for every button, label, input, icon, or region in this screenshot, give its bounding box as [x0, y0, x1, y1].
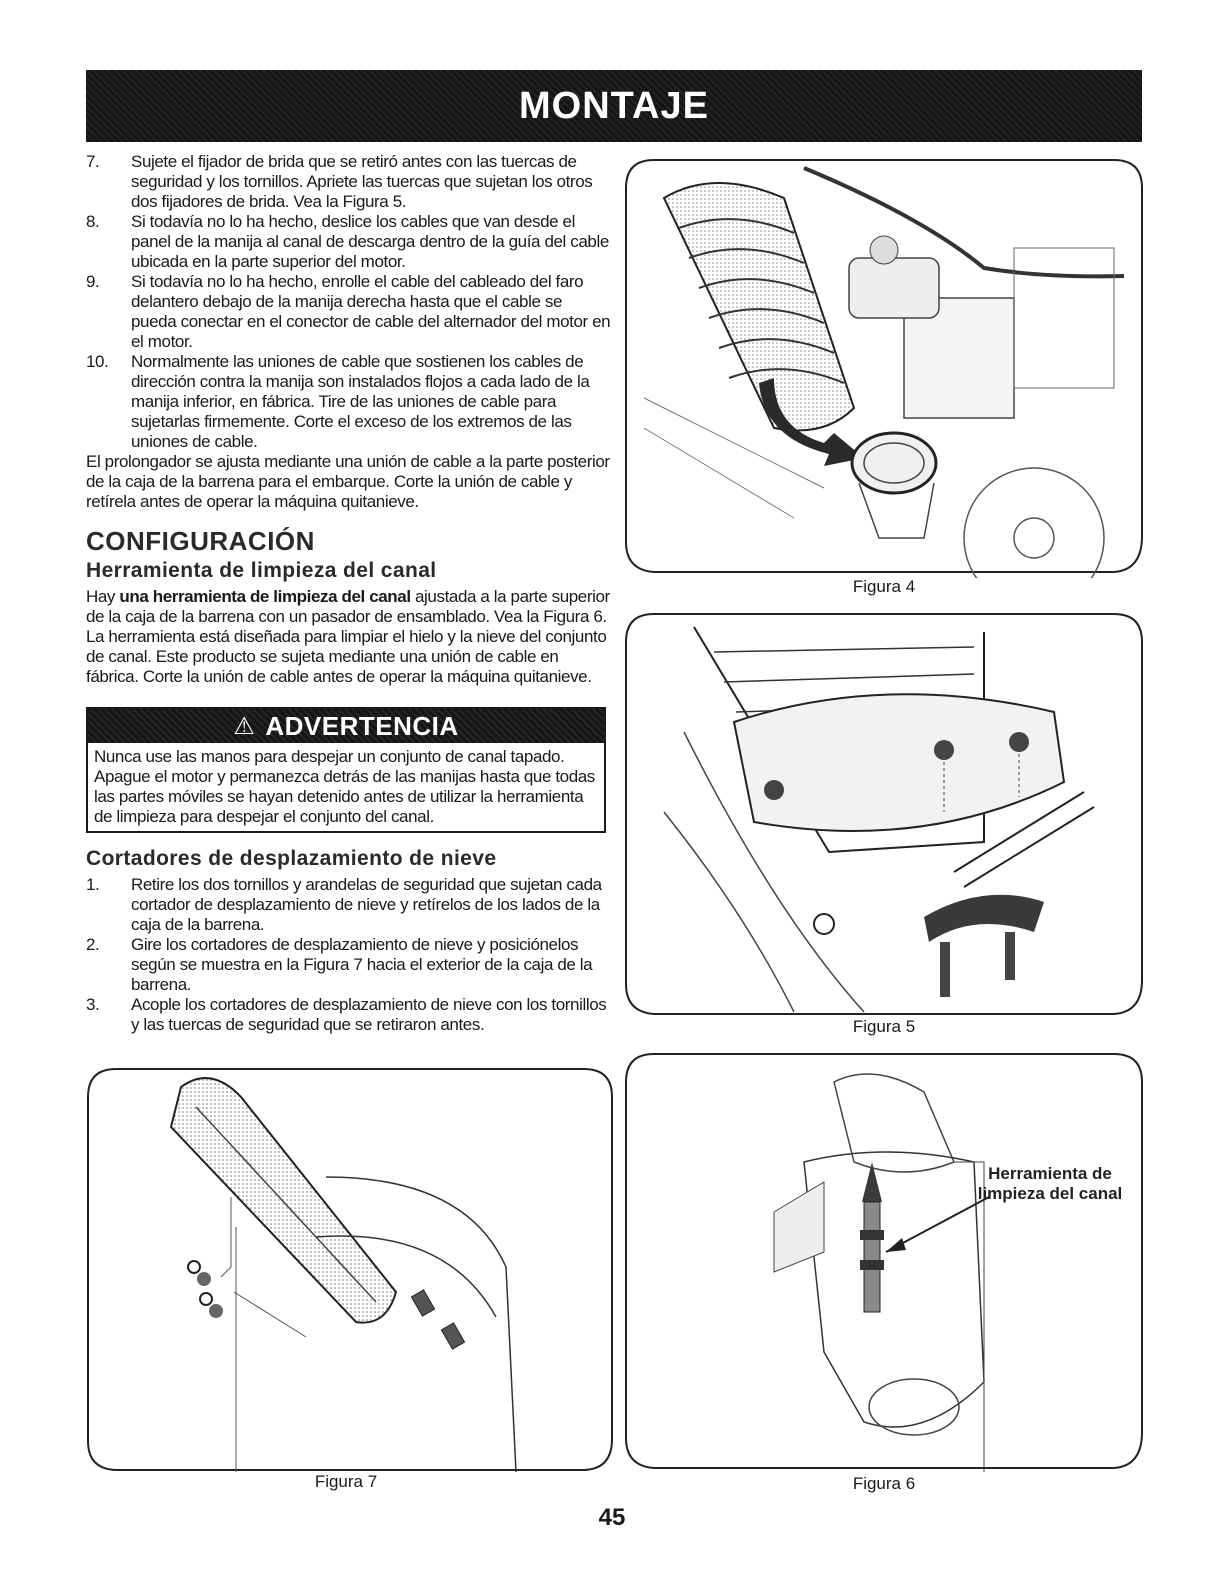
figure-6-callout-label: Herramienta de limpieza del canal [977, 1164, 1123, 1203]
warning-header [88, 709, 604, 743]
figure-6-chute-clean-out-tool [624, 1052, 1144, 1472]
section-title: MONTAJE [519, 84, 709, 127]
assembly-steps-list [86, 152, 611, 452]
figure-7-snow-cutters [86, 1067, 614, 1472]
cutters-heading: Cortadores de desplazamiento de nieve [86, 847, 497, 870]
left-column [86, 152, 611, 1035]
figure-5-caption: Figura 5 [852, 1017, 916, 1036]
warning-triangle-icon: ⚠ [233, 712, 256, 740]
list-item: 8. Si todavía no lo ha hecho, deslice los cables que van desde el panel de la manija al canal de descarga dentro de la guía del cable ubicada en la parte superior del motor. [86, 212, 609, 271]
cutters-steps-list [86, 875, 611, 1035]
page-number: 45 [598, 1504, 626, 1531]
list-item: 1. Retire los dos tornillos y arandelas de seguridad que sujetan cada cortador de desplazamiento de nieve y retírelos de los lados de la caja de la barrena. [86, 875, 602, 934]
warning-box [86, 707, 606, 833]
warning-text: Nunca use las manos para despejar un conjunto de canal tapado. Apague el motor y permanezca detrás de las manijas hasta que todas las partes móviles se hayan detenido antes de utilizar la herramienta de limpieza para despejar el conjunto del canal. [94, 747, 595, 826]
figure-7-caption: Figura 7 [314, 1472, 378, 1491]
list-item: 10. Normalmente las uniones de cable que sostienen los cables de dirección contra la manija son instalados flojos a cada lado de la manija inferior, en fábrica. Tire de las uniones de cable para sujetarlas firmemente. Corte el exceso de los extremos de las uniones de cable. [86, 352, 590, 451]
config-heading: CONFIGURACIÓN [86, 526, 315, 556]
list-item: 9. Si todavía no lo ha hecho, enrolle el cable del cableado del faro delantero debajo de la manija derecha hasta que el cable se pueda conectar en el conector de cable del alternador del motor en el motor. [86, 272, 611, 351]
figure-6-caption: Figura 6 [852, 1474, 916, 1493]
chute-tool-heading: Herramienta de limpieza del canal [86, 559, 437, 582]
list-item: 3. Acople los cortadores de desplazamiento de nieve con los tornillos y las tuercas de seguridad que se retiraron antes. [86, 995, 607, 1034]
figure-5-chute-flange [624, 612, 1144, 1016]
figure-4-caption: Figura 4 [852, 577, 916, 596]
figure-4-chute-engine [624, 158, 1144, 578]
extension-note: El prolongador se ajusta mediante una unión de cable a la parte posterior de la caja de la barrena para el embarque. Corte la unión de cable y retírela antes de operar la máquina quitanieve. [86, 452, 610, 511]
list-item: 2. Gire los cortadores de desplazamiento de nieve y posiciónelos según se muestra en la Figura 7 hacia el exterior de la caja de la barrena. [86, 935, 593, 994]
section-header-banner [86, 70, 1142, 142]
warning-title: ADVERTENCIA [265, 710, 459, 741]
list-item: 7. Sujete el fijador de brida que se retiró antes con las tuercas de seguridad y los tornillos. Apriete las tuercas que sujetan los otros dos fijadores de brida. Vea la Figura 5. [86, 152, 593, 211]
chute-tool-paragraph: Hay una herramienta de limpieza del canal ajustada a la parte superior de la caja de la barrena con un pasador de ensamblado. Vea la Figura 6. La herramienta está diseñada para limpiar el hielo y la nieve del conjunto de canal. Este producto se sujeta mediante una unión de cable en fábrica. Corte la unión de cable antes de operar la máquina quitanieve. [86, 587, 610, 686]
